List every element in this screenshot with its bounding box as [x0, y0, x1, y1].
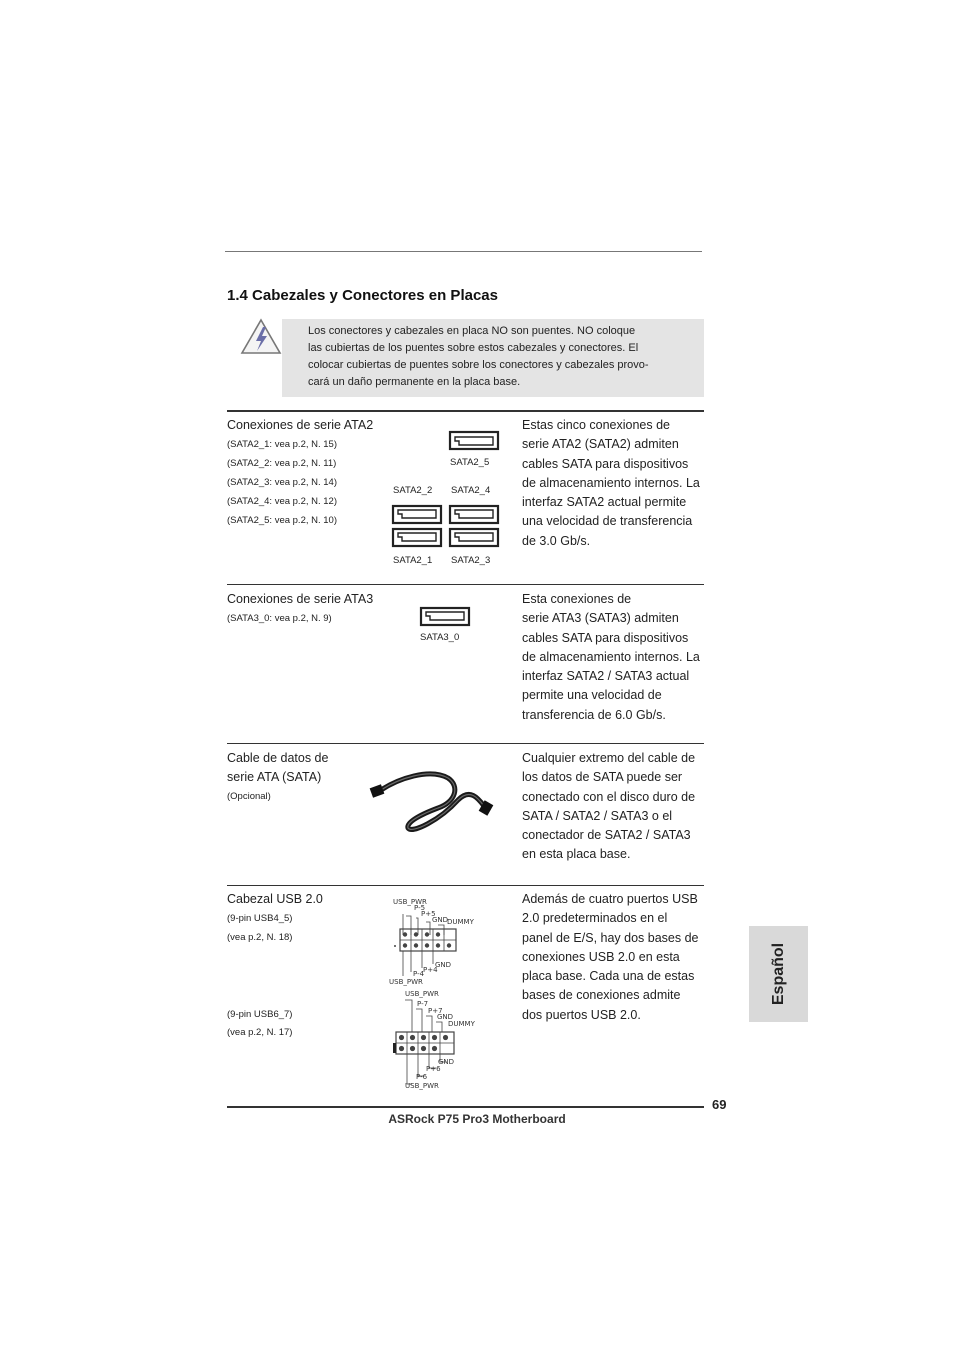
section-rule: [227, 885, 704, 886]
connector-caption: SATA2_5: [450, 457, 490, 468]
sata2-ref: (SATA2_2: vea p.2, N. 11): [227, 458, 337, 469]
pin-label: P-5: [414, 904, 426, 912]
sata2-ref: (SATA2_4: vea p.2, N. 12): [227, 496, 338, 507]
pin-label: P-7: [417, 1000, 429, 1008]
description-line: de 3.0 Gb/s.: [522, 533, 591, 548]
description-line: panel de E/S, hay dos bases de: [522, 930, 699, 945]
pin-label: P+5: [421, 910, 436, 918]
description-line: Esta conexiones de: [522, 592, 632, 606]
description-line: permite una velocidad de: [522, 688, 662, 703]
usb-description: [522, 890, 699, 1025]
description-line: placa base. Cada una de estas: [522, 969, 695, 984]
language-tab-label: Español: [769, 942, 787, 1006]
header-rule: [225, 251, 702, 252]
page-number: 69: [712, 1097, 727, 1112]
footer-rule: [227, 1106, 704, 1108]
pin-label: USB_PWR: [389, 978, 423, 986]
connector-caption: SATA3_0: [420, 632, 460, 643]
section-title: 1.4 Cabezales y Conectores en Placas: [227, 287, 498, 304]
caution-text: [308, 323, 660, 391]
usb-ref: (vea p.2, N. 18): [227, 932, 293, 943]
footer-title: ASRock P75 Pro3 Motherboard: [388, 1112, 566, 1126]
pin-label: DUMMY: [448, 1020, 475, 1028]
section-rule: [227, 410, 704, 412]
sata2-ref: (SATA2_5: vea p.2, N. 10): [227, 515, 338, 526]
usb-ref: (vea p.2, N. 17): [227, 1027, 293, 1038]
sata2-ref: (SATA2_3: vea p.2, N. 14): [227, 477, 338, 488]
description-line: dos puertos USB 2.0.: [522, 1007, 641, 1022]
pin-label: USB_PWR: [405, 1082, 439, 1090]
description-line: los datos de SATA puede ser: [522, 770, 683, 785]
description-line: 2.0 predeterminados en el: [522, 911, 668, 926]
description-line: interfaz SATA2 actual permite: [522, 495, 687, 510]
description-line: conexiones USB 2.0 en esta: [522, 949, 680, 964]
connector-caption: SATA2_1: [393, 555, 433, 566]
sata3-description: [522, 590, 700, 725]
cable-description: [522, 749, 695, 865]
description-line: interfaz SATA2 / SATA3 actual: [522, 669, 690, 684]
connector-caption: SATA2_3: [451, 555, 491, 566]
connector-caption: SATA2_2: [393, 485, 433, 496]
usb-ref: (9-pin USB4_5): [227, 913, 293, 924]
pin-label: GND: [435, 961, 452, 969]
sata-connector-icon: [421, 608, 469, 625]
description-line: cables SATA para dispositivos: [522, 630, 689, 645]
sata-connector-icon: [393, 529, 441, 546]
section-rule: [227, 743, 704, 744]
pin-label: GND: [432, 916, 449, 924]
sata-connector-icon: [450, 432, 498, 449]
description-line: cables SATA para dispositivos: [522, 456, 689, 471]
pin-label: USB_PWR: [405, 990, 439, 998]
pin-label: P+6: [426, 1065, 441, 1073]
description-line: transferencia de 6.0 Gb/s.: [522, 707, 666, 722]
pin-label: P+7: [428, 1007, 443, 1015]
warning-icon: [240, 318, 282, 356]
usb-ref: (9-pin USB6_7): [227, 1009, 293, 1020]
sata-connector-icon: [393, 506, 441, 523]
description-line: serie ATA3 (SATA3) admiten: [522, 611, 679, 626]
pin-label: USB_PWR: [393, 898, 427, 906]
sata2-description: [522, 416, 700, 551]
sata-connector-icon: [450, 529, 498, 546]
pin-label: GND: [438, 1058, 455, 1066]
description-line: conectado con el disco duro de: [522, 789, 696, 804]
usb-label: Cabezal USB 2.0: [227, 892, 323, 906]
sata2-ref: (SATA2_1: vea p.2, N. 15): [227, 439, 338, 450]
sata3-ref: (SATA3_0: vea p.2, N. 9): [227, 613, 332, 624]
description-line: Cualquier extremo del cable de: [522, 751, 696, 765]
pin-label: P-6: [416, 1073, 428, 1081]
sata3-label: Conexiones de serie ATA3: [227, 592, 374, 606]
pin-label: P+4: [423, 966, 438, 974]
pin-label: GND: [437, 1013, 454, 1021]
description-line: en esta placa base.: [522, 847, 631, 862]
description-line: SATA / SATA2 / SATA3 o el: [522, 808, 673, 823]
sata3-connector-diagram: [418, 605, 472, 629]
connector-caption: SATA2_4: [451, 485, 491, 496]
caution-line: cará un daño permanente en la placa base.: [308, 376, 521, 388]
pin-label: DUMMY: [447, 918, 474, 926]
description-line: Además de cuatro puertos USB: [522, 892, 698, 906]
cable-label: Cable de datos de: [227, 751, 329, 765]
caution-line: colocar cubiertas de puentes sobre los conectores y cabezales provo-: [308, 359, 649, 371]
sata-connector-icon: [450, 506, 498, 523]
pin-label: P-4: [413, 970, 425, 978]
description-line: conectador de SATA2 / SATA3: [522, 828, 691, 843]
description-line: de almacenamiento internos. La: [522, 649, 700, 664]
description-line: Estas cinco conexiones de: [522, 418, 671, 432]
language-tab: [749, 926, 808, 1022]
sata2-label: Conexiones de serie ATA2: [227, 418, 374, 432]
sata-cable-image: [368, 768, 498, 834]
cable-label: serie ATA (SATA): [227, 770, 322, 784]
description-line: de almacenamiento internos. La: [522, 475, 700, 490]
description-line: bases de conexiones admite: [522, 988, 681, 1003]
cable-note: (Opcional): [227, 791, 271, 802]
description-line: una velocidad de transferencia: [522, 514, 693, 529]
caution-line: las cubiertas de los puentes sobre estos cabezales y conectores. El: [308, 342, 639, 354]
section-rule: [227, 584, 704, 585]
description-line: serie ATA2 (SATA2) admiten: [522, 437, 679, 452]
caution-line: Los conectores y cabezales en placa NO son puentes. NO coloque: [308, 325, 636, 337]
